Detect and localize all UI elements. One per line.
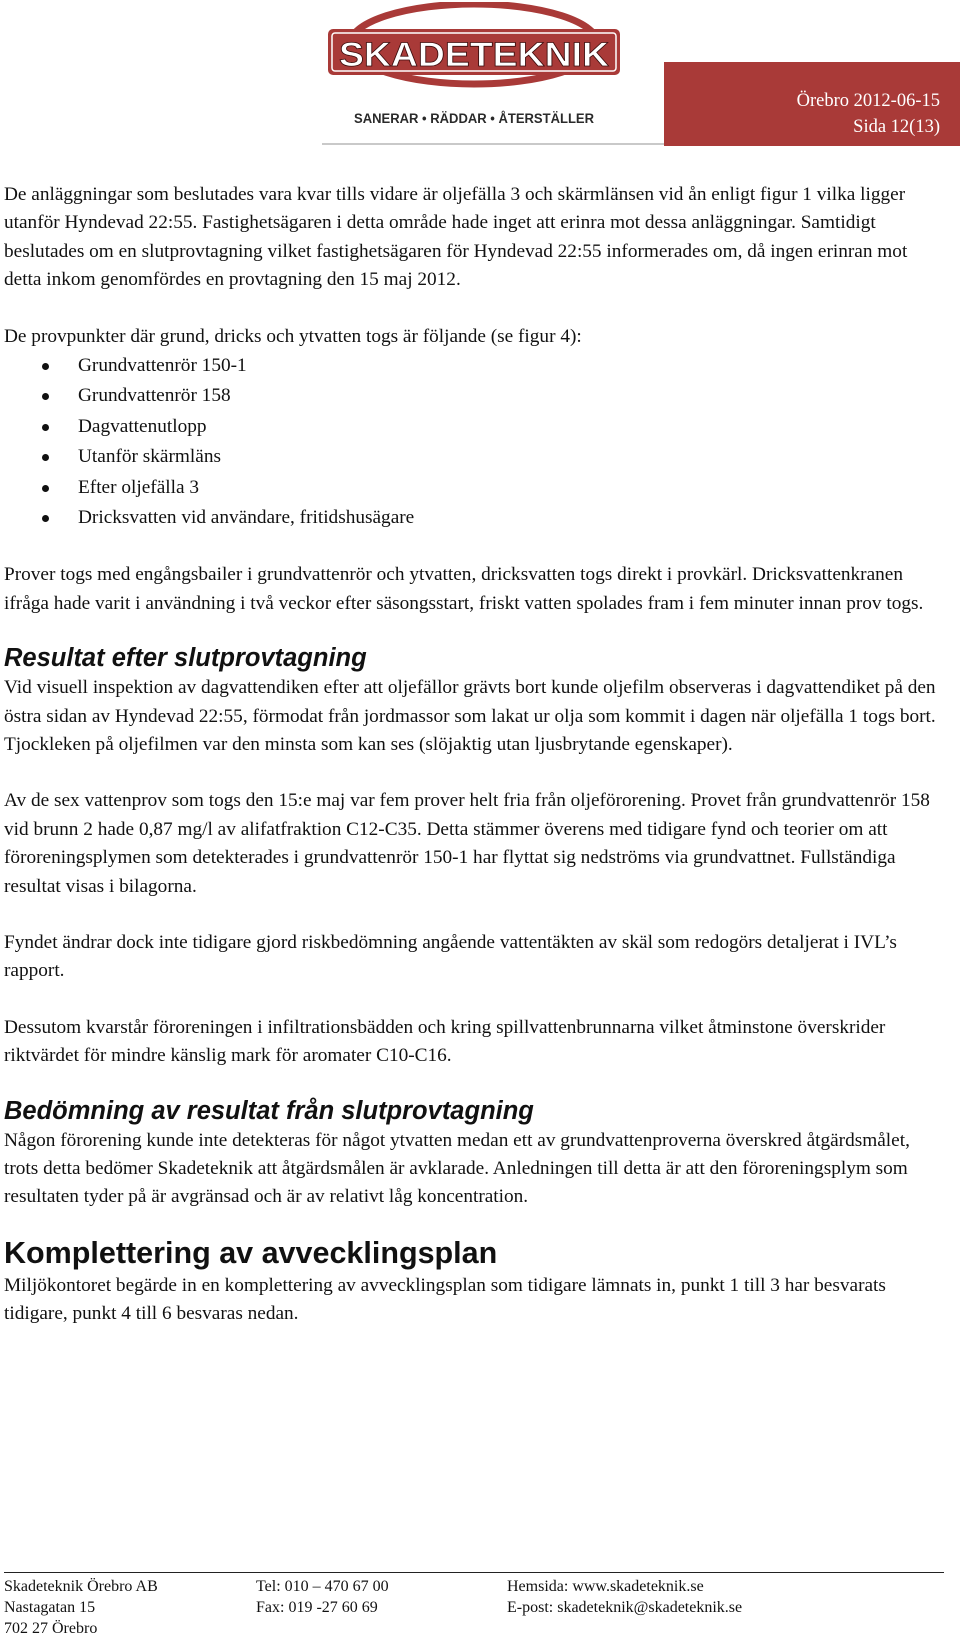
logo-wordmark: SKADETEKNIK xyxy=(339,36,610,74)
footer-rule xyxy=(4,1572,944,1573)
footer-fax: Fax: 019 -27 60 69 xyxy=(256,1599,378,1616)
paragraph-anlaggningar: De anläggningar som beslutades vara kvar tills vidare är oljefälla 3 och skärmlänsen vid ån enligt figur 1 vilka ligger utanför Hyndevad 22:55. Fastighetsägaren i detta område hade inget att erinra mot dessa anläggningar. Samtidigt beslutades om en slutprovtagning vilket fastighetsägaren för Hyndevad 22:55 informerades om, då ingen erinran mot detta inkom genomfördes en provtagning den 15 maj 2012. xyxy=(4,184,908,291)
logo-tagline: SANERAR • RÄDDAR • ÅTERSTÄLLER xyxy=(354,111,595,126)
list-item: Grundvattenrör 150-1 xyxy=(4,351,944,381)
footer-postal: 702 27 Örebro xyxy=(4,1620,98,1637)
list-item: Dagvattenutlopp xyxy=(4,412,944,442)
heading-bedomning: Bedömning av resultat från slutprovtagning xyxy=(4,1096,534,1125)
paragraph-provpunkter: De provpunkter där grund, dricks och ytvatten togs är följande (se figur 4): xyxy=(4,325,582,347)
paragraph-bedomning: Någon förorening kunde inte detekteras för något ytvatten medan ett av grundvattenproverna överskred åtgärdsmålet, trots detta bedömer Skadeteknik att åtgärdsmålen är avklarade. Anledningen till detta är att den föroreningsplym som resultaten tyder på är avgränsad och är av relativt låg koncentration. xyxy=(4,1129,910,1208)
header-rule xyxy=(322,143,664,145)
header-date: Örebro 2012-06-15 xyxy=(796,91,940,111)
list-item: Grundvattenrör 158 xyxy=(4,381,944,411)
paragraph-vattenprov: Av de sex vattenprov som togs den 15:e maj var fem prover helt fria från oljeförorening. Provet från grundvattenrör 158 vid brunn 2 hade 0,87 mg/l av alifatfraktion C12-C35. Detta stämmer överens med tidigare fynd och teorier om att föroreningsplymen som detekterades i grundvattenrör 150-1 har flyttat sig nedströms via grundvattnet. Fullständiga resultat visas i bilagorna. xyxy=(4,790,930,897)
header-date-box xyxy=(664,62,960,146)
paragraph-komplettering: Miljökontoret begärde in en komplettering av avvecklingsplan som tidigare lämnats in, punkt 1 till 3 har besvarats tidigare, punkt 4 till 6 besvaras nedan. xyxy=(4,1274,886,1325)
footer-tel: Tel: 010 – 470 67 00 xyxy=(256,1578,389,1595)
list-item: Dricksvatten vid användare, fritidshusägare xyxy=(4,503,944,533)
footer-email: E-post: skadeteknik@skadeteknik.se xyxy=(507,1599,743,1616)
sample-point-list xyxy=(4,351,944,533)
company-logo xyxy=(322,2,626,144)
footer-company: Skadeteknik Örebro AB xyxy=(4,1578,158,1595)
list-item: Efter oljefälla 3 xyxy=(4,473,944,503)
footer-street: Nastagatan 15 xyxy=(4,1599,96,1616)
header-page-number: Sida 12(13) xyxy=(853,117,940,137)
paragraph-prover: Prover togs med engångsbailer i grundvattenrör och ytvatten, dricksvatten togs direkt i provkärl. Dricksvattenkranen ifråga hade varit i användning i två veckor efter säsongsstart, friskt vatten spolades fram i fem minuter innan prov togs. xyxy=(4,564,924,614)
document-body xyxy=(4,181,944,1329)
footer-website: Hemsida: www.skadeteknik.se xyxy=(507,1578,704,1595)
footer-address-column xyxy=(4,1576,158,1639)
heading-resultat: Resultat efter slutprovtagning xyxy=(4,644,367,673)
heading-komplettering: Komplettering av avvecklingsplan xyxy=(4,1235,498,1270)
footer-phone-column xyxy=(256,1576,389,1618)
paragraph-inspektion: Vid visuell inspektion av dagvattendiken efter att oljefällor grävts bort kunde oljefilm observeras i dagvattendiket på den östra sidan av Hyndevad 22:55, förmodat från jordmassor som lakat ur olja som kommit i dagen när oljefälla 1 togs bort. Tjockleken på oljefilmen var den minsta som kan ses (slöjaktig utan ljusbrytande egenskaper). xyxy=(4,677,936,755)
list-item: Utanför skärmläns xyxy=(4,442,944,472)
footer-web-column xyxy=(507,1576,742,1618)
paragraph-dessutom: Dessutom kvarstår föroreningen i infiltrationsbädden och kring spillvattenbrunnarna vilket åtminstone överskrider riktvärdet för mindre känslig mark för aromater C10-C16. xyxy=(4,1016,886,1067)
paragraph-fyndet: Fyndet ändrar dock inte tidigare gjord riskbedömning angående vattentäkten av skäl som redogörs detaljerat i IVL’s rapport. xyxy=(4,932,897,982)
